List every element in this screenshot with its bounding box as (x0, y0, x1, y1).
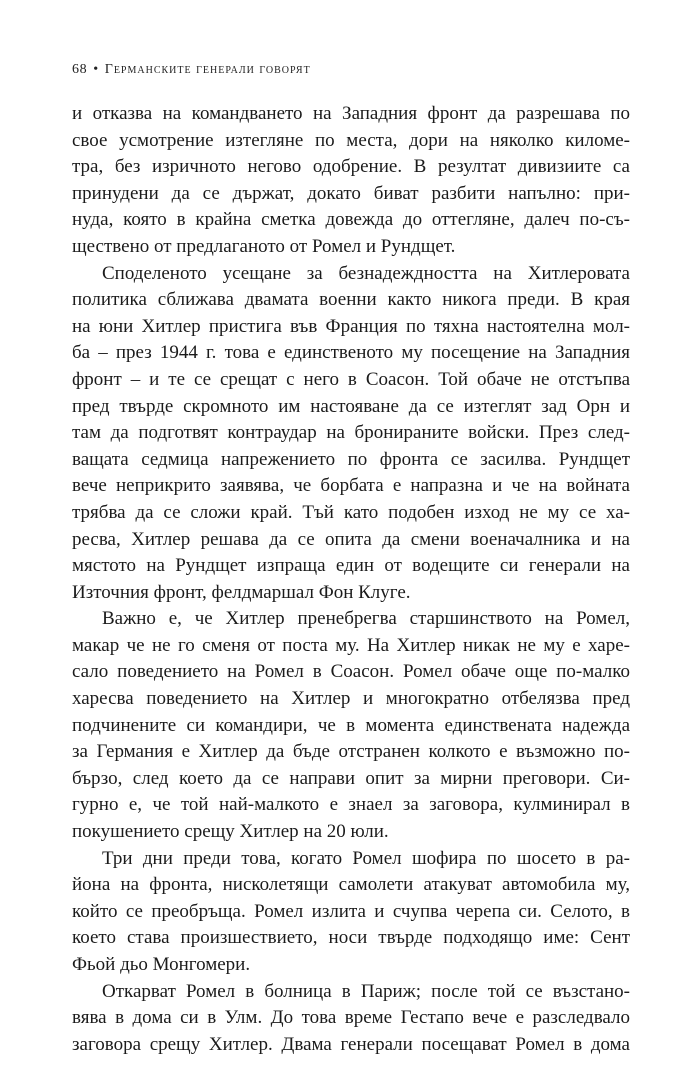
book-title: Германските генерали говорят (104, 62, 311, 77)
body-text (72, 101, 630, 1058)
text-line: ресва, Хитлер решава да се опита да смени военачалника и на (72, 528, 630, 550)
text-line: фронт – и те се срещат с него в Соасон. Той обаче не отстъпва (72, 368, 630, 390)
text-line: заговора срещу Хитлер. Двама генерали посещават Ромел в дома (72, 1033, 630, 1055)
text-line: там да подготвят контраудар на бронираните войски. През след- (72, 422, 630, 444)
text-line: свое усмотрение изтегляне по места, дори на няколко киломе- (72, 129, 630, 151)
text-line: принудени да се държат, докато биват разбити напълно: при- (72, 182, 630, 204)
text-line: ба – през 1944 г. това е единственото му посещение на Западния (72, 342, 630, 364)
paragraph (72, 979, 630, 1059)
text-line: пред твърде скромното им настояване да се изтеглят зад Орн и (72, 395, 630, 417)
text-line: което става произшествието, носи твърде подходящо име: Сент (72, 927, 630, 949)
text-line: сало поведението на Ромел в Соасон. Ромел обаче още по-малко (72, 661, 630, 683)
text-line: мястото на Рундщет изпраща един от водещите си генерали на (72, 555, 630, 577)
text-line: който се преобръща. Ромел излита и счупва черепа си. Селото, в (72, 900, 630, 922)
page-number: 68 (72, 62, 88, 77)
text-line: харесва поведението на Хитлер и многократно отбелязва пред (72, 688, 630, 710)
text-line: за Германия е Хитлер да бъде отстранен колкото е възможно по- (72, 741, 630, 763)
running-header (72, 62, 311, 78)
text-line: подчинените си командири, че в момента единствената надежда (72, 714, 630, 736)
text-line: нуда, която в крайна сметка довежда до оттегляне, далеч по-съ- (72, 209, 630, 231)
text-line: ществено от предлаганото от Ромел и Рундщет. (72, 235, 456, 257)
text-line: вява в дома си в Улм. До това време Гестапо вече е разследвало (72, 1007, 630, 1029)
text-line: тра, без изричното негово одобрение. В резултат дивизиите са (72, 156, 630, 178)
text-line: Споделеното усещане за безнадеждността на Хитлеровата (102, 262, 630, 284)
text-line: гурно е, че той най-малкото е знаел за заговора, кулминирал в (72, 794, 630, 816)
text-line: и отказва на командването на Западния фронт да разрешава по (72, 103, 630, 124)
text-line: покушението срещу Хитлер на 20 юли. (72, 821, 389, 843)
text-line: политика сближава двамата военни както никога преди. В края (72, 289, 630, 311)
text-line: Фьой дьо Монгомери. (72, 954, 251, 975)
text-line: бързо, след което да се направи опит за мирни преговори. Си- (72, 767, 630, 789)
text-line: Три дни преди това, когато Ромел шофира по шосето в ра- (102, 847, 630, 869)
text-line: Откарват Ромел в болница в Париж; после той се възстано- (102, 980, 630, 1002)
text-line: трябва да се сложи край. Тъй като подобен изход не му се ха- (72, 501, 630, 523)
text-line: макар че не го сменя от поста му. На Хитлер никак не му е харе- (72, 634, 630, 656)
paragraph (72, 846, 630, 979)
paragraph (72, 101, 630, 261)
paragraph (72, 261, 630, 607)
text-line: ващата седмица напрежението по фронта се засилва. Рундщет (72, 448, 630, 470)
header-separator: • (93, 62, 99, 77)
text-line: Източния фронт, фелдмаршал Фон Клуге. (72, 581, 411, 603)
paragraph (72, 606, 630, 845)
text-line: йона на фронта, нисколетящи самолети атакуват автомобила му, (72, 874, 630, 896)
text-line: Важно е, че Хитлер пренебрегва старшинството на Ромел, (102, 608, 630, 630)
text-line: вече неприкрито заявява, че борбата е напразна и че на войната (72, 475, 630, 497)
text-line: на юни Хитлер пристига във Франция по тяхна настоятелна мол- (72, 315, 630, 337)
